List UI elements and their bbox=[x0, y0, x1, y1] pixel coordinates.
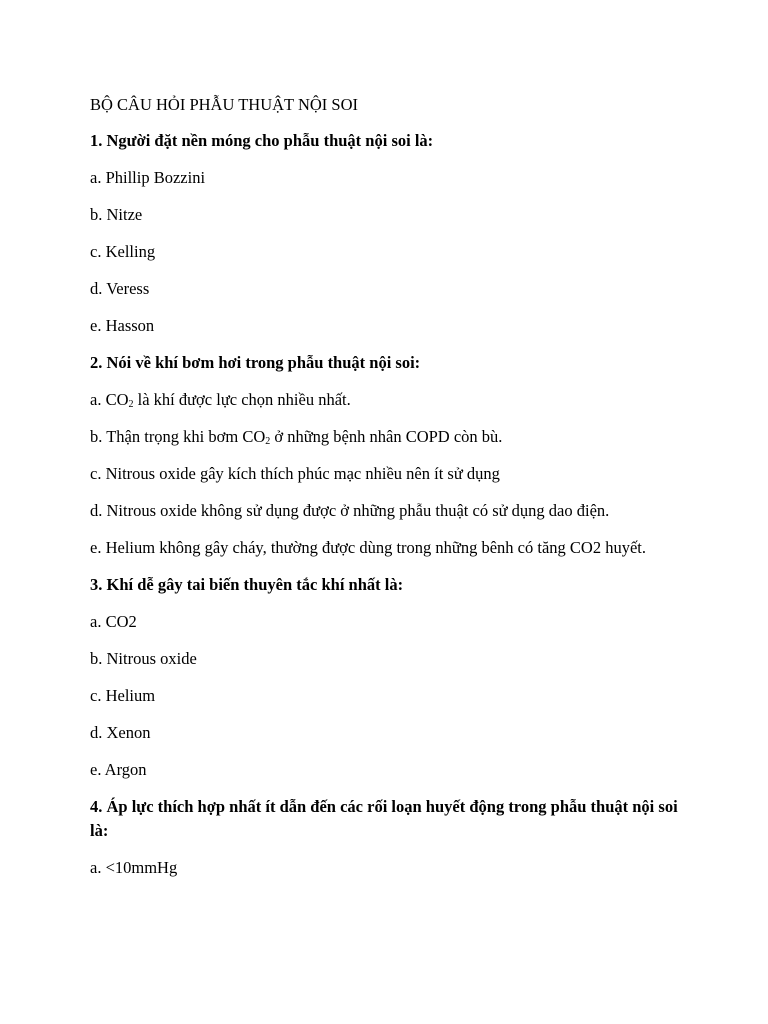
answer-option bbox=[90, 388, 678, 412]
answer-option bbox=[90, 856, 678, 880]
option-text: d. Veress bbox=[90, 279, 150, 298]
question-block bbox=[90, 795, 678, 880]
answer-option bbox=[90, 462, 678, 486]
option-text: ở những bệnh nhân COPD còn bù. bbox=[270, 427, 503, 446]
option-text: b. Thận trọng khi bơm CO bbox=[90, 427, 266, 446]
option-text: b. Nitrous oxide bbox=[90, 649, 197, 668]
answer-option bbox=[90, 240, 678, 264]
question-block bbox=[90, 351, 678, 560]
answer-option bbox=[90, 166, 678, 190]
answer-option bbox=[90, 203, 678, 227]
answer-option bbox=[90, 684, 678, 708]
option-text: c. Kelling bbox=[90, 242, 156, 261]
answer-option bbox=[90, 610, 678, 634]
option-text: d. Nitrous oxide không sử dụng được ở những phẫu thuật có sử dụng dao điện. bbox=[90, 501, 610, 520]
question-text: 4. Áp lực thích hợp nhất ít dẫn đến các rối loạn huyết động trong phẫu thuật nội soi là: bbox=[90, 797, 678, 840]
option-text: c. Helium bbox=[90, 686, 156, 705]
document-title: BỘ CÂU HỎI PHẪU THUẬT NỘI SOI bbox=[90, 95, 358, 114]
subscript-text: 2 bbox=[128, 399, 134, 410]
answer-option bbox=[90, 277, 678, 301]
question-text: 1. Người đặt nền móng cho phẫu thuật nội soi là: bbox=[90, 131, 434, 150]
question-block bbox=[90, 129, 678, 338]
answer-option bbox=[90, 758, 678, 782]
subscript-text: 2 bbox=[265, 436, 271, 447]
option-text: e. Hasson bbox=[90, 316, 155, 335]
option-text: là khí được lực chọn nhiều nhất. bbox=[133, 390, 351, 409]
option-text: a. CO bbox=[90, 390, 129, 409]
option-text: e. Argon bbox=[90, 760, 147, 779]
answer-option bbox=[90, 314, 678, 338]
option-text: a. Phillip Bozzini bbox=[90, 168, 206, 187]
option-text: a. <10mmHg bbox=[90, 858, 178, 877]
answer-option bbox=[90, 721, 678, 745]
option-text: a. CO2 bbox=[90, 612, 137, 631]
option-text: d. Xenon bbox=[90, 723, 151, 742]
question-text: 2. Nói về khí bơm hơi trong phẫu thuật nội soi: bbox=[90, 353, 421, 372]
answer-option bbox=[90, 647, 678, 671]
question-text: 3. Khí dễ gây tai biến thuyên tắc khí nhất là: bbox=[90, 575, 404, 594]
option-text: b. Nitze bbox=[90, 205, 143, 224]
option-text: c. Nitrous oxide gây kích thích phúc mạc nhiều nên ít sử dụng bbox=[90, 464, 500, 483]
question-list bbox=[90, 129, 678, 880]
question-block bbox=[90, 573, 678, 782]
answer-option bbox=[90, 425, 678, 449]
answer-option bbox=[90, 536, 678, 560]
answer-option bbox=[90, 499, 678, 523]
option-text: e. Helium không gây cháy, thường được dùng trong những bênh có tăng CO2 huyết. bbox=[90, 538, 646, 557]
